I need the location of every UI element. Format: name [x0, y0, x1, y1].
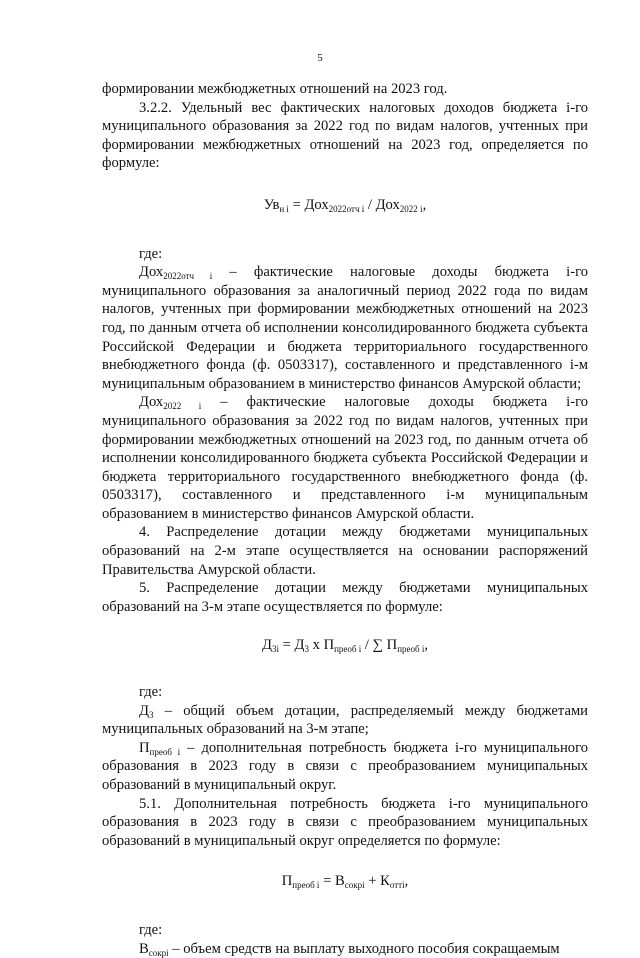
- formula-ppreob-lhs-subscript: преоб i: [292, 880, 320, 891]
- where-label-1: где:: [139, 245, 163, 262]
- formula-d3i-equals: = Д: [278, 637, 305, 654]
- definition-ppreob: [102, 739, 588, 795]
- definition-d3-term: [139, 703, 153, 719]
- definition-bsokr-text: – объем средств на выплату выходного пособия сокращаемым: [168, 940, 560, 957]
- definition-d3-term-subscript: 3: [148, 709, 154, 720]
- document-body: [102, 80, 588, 958]
- formula-uv-dox-subscript: 2022 i: [399, 203, 423, 214]
- page-number: 5: [317, 52, 323, 64]
- formula-d3i-sum: / ∑ П: [361, 637, 398, 654]
- paragraph-5: 5. Распределение дотации между бюджетами муниципальных образований на 3-м этапе осуществляется по формуле:: [102, 580, 588, 615]
- formula-uv-end: ,: [422, 196, 427, 213]
- definition-ppreob-term: [139, 740, 180, 756]
- definition-dox-otch: [102, 263, 588, 393]
- definition-d3: [102, 702, 588, 739]
- definition-bsokr-term-subscript: сокрi: [148, 947, 169, 958]
- definition-d3-text: – общий объем дотации, распределяемый между бюджетами муниципальных образований на 3-м этапе;: [102, 702, 588, 738]
- formula-ppreob-equals: = В: [319, 873, 345, 890]
- formula-d3i-subscript: 3i: [271, 644, 279, 655]
- where-label-3: где:: [139, 921, 163, 938]
- formula-kott-subscript: оттi: [389, 880, 405, 891]
- definition-dox-text: – фактические налоговые доходы бюджета i-го муниципального образования за 2022 год по видам налогов, учтенных при формировании межбюджетных отношений на 2023 год, по данным отчета об исполнении консолидированного бюджета субъекта Российской Федерации и бюджета территориального государственного внебюджетного фонда (ф. 0503317), составленного и представленного i-м муниципальным образованием в министерство финансов Амурской области.: [102, 394, 588, 522]
- formula-ppreob-end: ,: [404, 873, 409, 890]
- definition-dox-otch-term-symbol: Дох: [139, 264, 164, 281]
- where-label-2: где:: [139, 684, 163, 701]
- formula-ppreob-plus: + К: [364, 873, 390, 890]
- definition-bsokr-term-symbol: В: [139, 940, 149, 957]
- paragraph-5-1: 5.1. Дополнительная потребность бюджета i-го муниципального образования в 2023 году в связи с преобразованием муниципальных образований в муниципальный округ определяется по формуле:: [102, 795, 588, 849]
- definition-d3-term-symbol: Д: [139, 702, 149, 719]
- formula-uv-equals: = Дох: [288, 196, 329, 213]
- formula-d3i-end: ,: [424, 637, 428, 654]
- formula-d3-subscript: 3: [304, 644, 309, 655]
- formula-ppreob-subscript: преоб i: [334, 644, 362, 655]
- formula-sum-ppreob-subscript: преоб i: [397, 644, 425, 655]
- paragraph-continuation: формировании межбюджетных отношений на 2023 год.: [102, 81, 448, 97]
- formula-d3i: [102, 636, 588, 655]
- formula-bsokr-subscript: сокрi: [344, 880, 365, 891]
- formula-uv-divide: / Дох: [364, 196, 400, 213]
- definition-bsokr: [102, 940, 588, 958]
- formula-uv-symbol: Ув: [263, 196, 280, 213]
- formula-uv-subscript: н i: [279, 203, 289, 214]
- definition-bsokr-term: [139, 941, 169, 957]
- formula-uv: [102, 196, 588, 215]
- definition-dox-otch-term-subscript: 2022отч i: [163, 271, 213, 282]
- formula-d3i-symbol: Д: [262, 637, 272, 654]
- formula-ppreob: [102, 872, 588, 891]
- formula-ppreob-symbol: П: [281, 873, 293, 890]
- definition-dox-term-symbol: Дох: [139, 394, 164, 411]
- definition-ppreob-text: – дополнительная потребность бюджета i-го муниципального образования в 2023 году в связи с преобразованием муниципальных образований в муниципальный округ.: [102, 739, 588, 793]
- paragraph-4: 4. Распределение дотации между бюджетами муниципальных образований на 2-м этапе осуществляется на основании распоряжений Правительства Амурской области.: [102, 524, 588, 578]
- definition-ppreob-term-symbol: П: [139, 739, 150, 756]
- definition-dox: [102, 393, 588, 523]
- formula-d3i-times: x П: [308, 637, 335, 654]
- definition-dox-otch-text: – фактические налоговые доходы бюджета i-го муниципального образования за аналогичный период 2022 года по видам налогов, учтенных при формировании межбюджетных отношений на 2023 год, по данным отчета об исполнении консолидированного бюджета субъекта Российской Федерации и бюджета территориального государственного внебюджетного фонда (ф. 0503317), составленного и представленного i-м муниципальным образованием в министерство финансов Амурской области;: [102, 264, 589, 392]
- definition-dox-term: [139, 394, 201, 410]
- formula-uv-dox-otch-subscript: 2022отч i: [328, 203, 365, 214]
- definition-dox-otch-term: [139, 264, 212, 280]
- definition-dox-term-subscript: 2022 i: [163, 401, 202, 412]
- definition-ppreob-term-subscript: преоб i: [149, 746, 181, 757]
- paragraph-3-2-2: 3.2.2. Удельный вес фактических налоговых доходов бюджета i-го муниципального образования за 2022 год по видам налогов, учтенных при формировании межбюджетных отношений на 2023 год, определяется по формуле:: [102, 99, 588, 172]
